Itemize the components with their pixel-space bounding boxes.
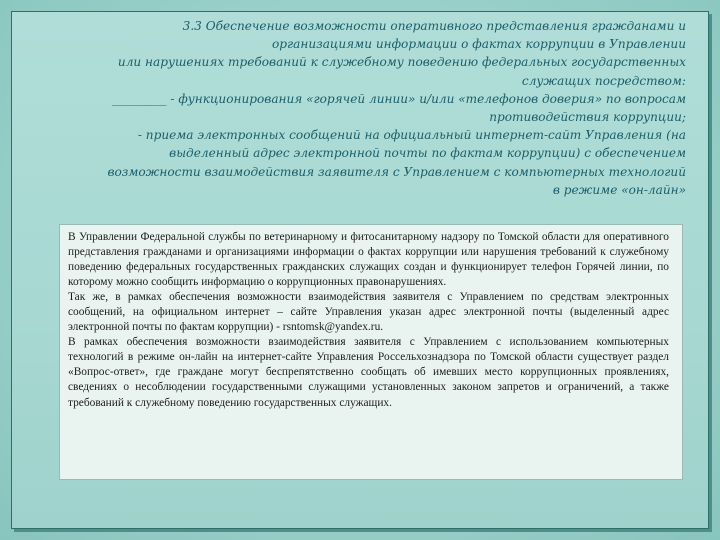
body-paragraph: Так же, в рамках обеспечения возможности взаимодействия заявителя с Управлением по средствам электронных сообщений, на официальном интернет – сайте Управления указан адрес электронной почты (выделенный адрес электронной почты по фактам коррупции) - rsntomsk@yandex.ru. — [68, 291, 669, 334]
heading-line: _________ - функционирования «горячей линии» и/или «телефонов доверия» по вопросам — [112, 91, 686, 106]
heading-line: 3.3 Обеспечение возможности оперативного представления гражданами и — [182, 19, 686, 33]
heading-line: - приема электронных сообщений на официальный интернет-сайт Управления (на — [137, 128, 686, 143]
heading-line: выделенный адрес электронной почты по фактам коррупции) с обеспечением — [169, 146, 686, 161]
body-text — [68, 230, 669, 411]
heading-line: служащих посредством: — [521, 73, 686, 88]
heading-line: организациями информации о фактах коррупции в Управлении — [272, 37, 686, 52]
body-paragraph: В Управлении Федеральной службы по ветеринарному и фитосанитарному надзору по Томской области для оперативного представления гражданами и организациями информации о фактах коррупции или нарушения требований к служебному поведению федеральных государственных гражданских служащих создан и функционирует телефон Горячей линии, по которому можно сообщить информацию о коррупционных правонарушениях. — [68, 231, 669, 289]
heading-line: в режиме «он-лайн» — [552, 182, 686, 197]
heading-line: противодействия коррупции; — [489, 110, 686, 125]
slide-heading — [52, 17, 686, 199]
heading-line: возможности взаимодействия заявителя с Управлением с компьютерных технологий — [107, 164, 686, 179]
body-paragraph: В рамках обеспечения возможности взаимодействия заявителя с Управлением с использованием компьютерных технологий в режиме он-лайн на интернет-сайте Управления Россельхознадзора по Томской области существует раздел «Вопрос-ответ», где граждане могут беспрепятственно сообщать об имевших место коррупционных проявлениях, сведениях о несоблюдении государственными служащими установленных законом запретов и ограничений, а также требований к служебному поведению государственных служащих. — [68, 336, 669, 409]
heading-line: или нарушениях требований к служебному поведению федеральных государственных — [117, 55, 686, 70]
